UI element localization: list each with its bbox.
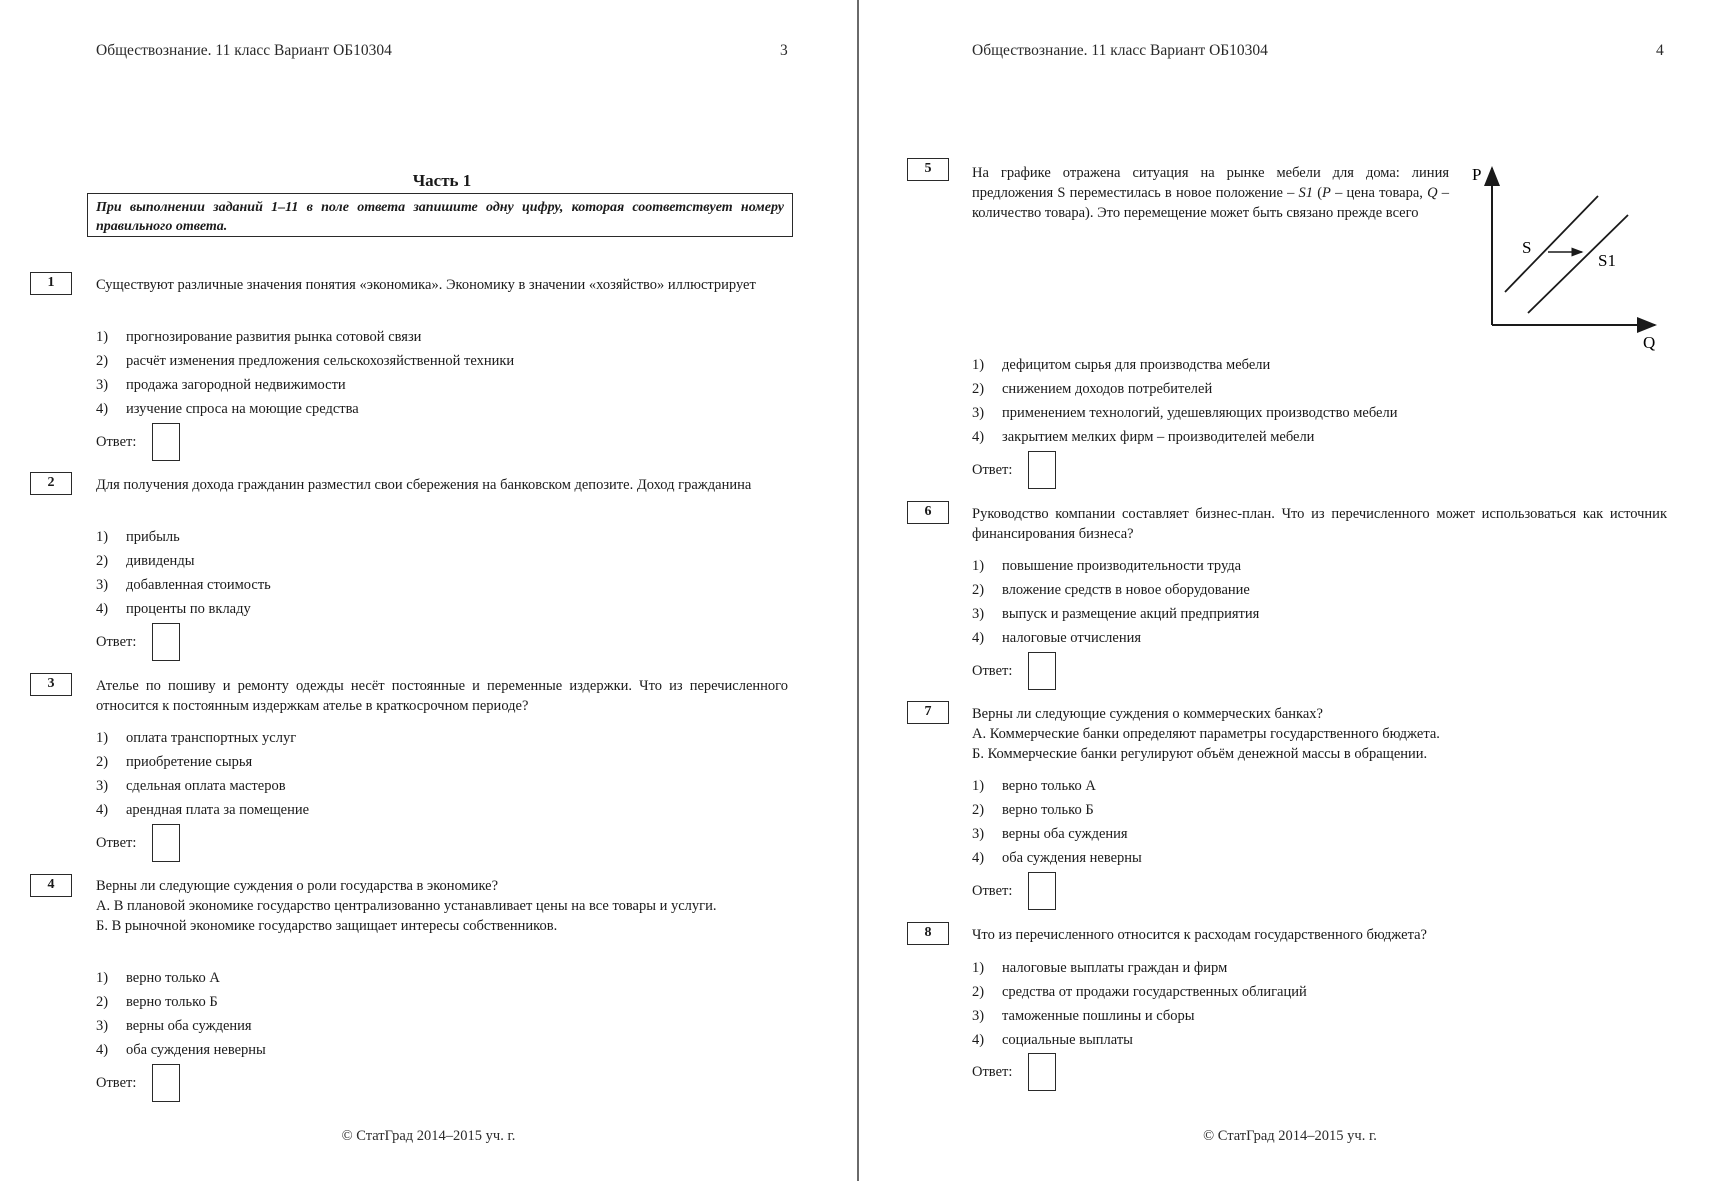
statement-b: Б. Коммерческие банки регулируют объём денежной массы в обращении.: [972, 746, 1428, 762]
question-number-3: 3: [30, 673, 72, 696]
x-axis-label: Q: [1643, 333, 1656, 352]
question-text-5: На графике отражена ситуация на рынке мебели для дома: линия предложения S переместилась в новое положение – S1 (P – цена товара, Q – количество товара). Это перемещение может быть связано прежде всего: [972, 165, 1449, 221]
option[interactable]: 2) дивиденды: [96, 553, 195, 569]
answer-label: Ответ:: [972, 662, 1013, 679]
option[interactable]: 2) снижением доходов потребителей: [972, 381, 1213, 397]
question-text-7: [972, 704, 1667, 764]
page-header-title: Обществознание. 11 класс Вариант ОБ10304: [972, 42, 1268, 59]
question-stem: Верны ли следующие суждения о роли государства в экономике?: [96, 878, 499, 894]
page-number: 4: [1656, 42, 1664, 59]
answer-row-1: [96, 423, 180, 461]
answer-label: Ответ:: [96, 633, 137, 650]
option[interactable]: 4) проценты по вкладу: [96, 601, 251, 617]
answer-row-3: [96, 824, 180, 862]
option[interactable]: 1) прибыль: [96, 529, 180, 545]
answer-label: Ответ:: [972, 461, 1013, 478]
answer-label: Ответ:: [972, 882, 1013, 899]
option[interactable]: 3) таможенные пошлины и сборы: [972, 1008, 1195, 1024]
option[interactable]: 4) налоговые отчисления: [972, 630, 1142, 646]
curve-label-s: S: [1522, 238, 1532, 257]
answer-box-4[interactable]: [152, 1064, 180, 1102]
option[interactable]: 2) верно только Б: [96, 994, 218, 1010]
option[interactable]: 4) оба суждения неверны: [972, 850, 1142, 866]
page-header-title: Обществознание. 11 класс Вариант ОБ10304: [96, 42, 392, 59]
answer-box-3[interactable]: [152, 824, 180, 862]
question-number-1: 1: [30, 272, 72, 295]
option[interactable]: 3) применением технологий, удешевляющих производство мебели: [972, 405, 1398, 421]
statement-b: Б. В рыночной экономике государство защищает интересы собственников.: [96, 918, 558, 934]
answer-row-4: [96, 1064, 180, 1102]
answer-row-2: [96, 623, 180, 661]
answer-row-7: [972, 872, 1056, 910]
question-number-6: 6: [907, 501, 949, 524]
supply-shift-graph: [1460, 160, 1660, 360]
page-footer: © СтатГрад 2014–2015 уч. г.: [341, 1128, 516, 1144]
options-6: [972, 556, 1259, 652]
option[interactable]: 3) верны оба суждения: [972, 826, 1128, 842]
supply-curve-s: [1505, 196, 1598, 292]
part-title: Часть 1: [412, 171, 472, 190]
option[interactable]: 2) средства от продажи государственных облигаций: [972, 984, 1307, 1000]
option[interactable]: 2) вложение средств в новое оборудование: [972, 582, 1250, 598]
option[interactable]: 1) верно только А: [96, 970, 220, 986]
answer-label: Ответ:: [96, 1074, 137, 1091]
options-4: [96, 968, 266, 1064]
answer-box-5[interactable]: [1028, 451, 1056, 489]
option[interactable]: 1) повышение производительности труда: [972, 558, 1242, 574]
answer-box-6[interactable]: [1028, 652, 1056, 690]
options-8: [972, 958, 1307, 1054]
options-3: [96, 728, 309, 824]
option[interactable]: 1) дефицитом сырья для производства мебели: [972, 357, 1271, 373]
answer-label: Ответ:: [972, 1063, 1013, 1080]
option[interactable]: 4) оба суждения неверны: [96, 1042, 266, 1058]
option[interactable]: 3) добавленная стоимость: [96, 577, 271, 593]
option[interactable]: 4) арендная плата за помещение: [96, 802, 310, 818]
statement-a: А. Коммерческие банки определяют параметры государственного бюджета.: [972, 726, 1440, 742]
option[interactable]: 4) социальные выплаты: [972, 1032, 1133, 1048]
question-number-5: 5: [907, 158, 949, 181]
curve-label-s1: S1: [1598, 251, 1616, 270]
option[interactable]: 4) закрытием мелких фирм – производителей мебели: [972, 429, 1315, 445]
question-number-4: 4: [30, 874, 72, 897]
option[interactable]: 1) прогнозирование развития рынка сотовой связи: [96, 329, 422, 345]
option[interactable]: 1) оплата транспортных услуг: [96, 730, 297, 746]
option[interactable]: 4) изучение спроса на моющие средства: [96, 401, 359, 417]
option[interactable]: 3) верны оба суждения: [96, 1018, 252, 1034]
answer-label: Ответ:: [96, 433, 137, 450]
question-number-8: 8: [907, 922, 949, 945]
option[interactable]: 3) выпуск и размещение акций предприятия: [972, 606, 1260, 622]
page-footer: © СтатГрад 2014–2015 уч. г.: [1203, 1128, 1377, 1144]
option[interactable]: 2) приобретение сырья: [96, 754, 253, 770]
option[interactable]: 1) верно только А: [972, 778, 1096, 794]
page-number: 3: [780, 42, 788, 59]
answer-row-6: [972, 652, 1056, 690]
answer-box-7[interactable]: [1028, 872, 1056, 910]
option[interactable]: 2) верно только Б: [972, 802, 1094, 818]
question-text-8: Что из перечисленного относится к расходам государственного бюджета?: [972, 927, 1427, 943]
question-number-2: 2: [30, 472, 72, 495]
left-page: [0, 0, 857, 1181]
answer-row-5: [972, 451, 1056, 489]
options-5: [972, 355, 1397, 451]
question-number-7: 7: [907, 701, 949, 724]
options-7: [972, 776, 1142, 872]
question-text-2: Для получения дохода гражданин разместил свои сбережения на банковском депозите. Доход гражданина: [96, 477, 752, 493]
answer-label: Ответ:: [96, 834, 137, 851]
option[interactable]: 2) расчёт изменения предложения сельскохозяйственной техники: [96, 353, 515, 369]
y-axis-label: P: [1472, 165, 1482, 184]
options-2: [96, 527, 271, 623]
question-text-3: Ателье по пошиву и ремонту одежды несёт постоянные и переменные издержки. Что из перечисленного относится к постоянным издержкам ателье в краткосрочном периоде?: [96, 678, 788, 714]
question-text-6: Руководство компании составляет бизнес-план. Что из перечисленного может использоваться как источник финансирования бизнеса?: [972, 506, 1667, 542]
answer-box-8[interactable]: [1028, 1053, 1056, 1091]
answer-box-1[interactable]: [152, 423, 180, 461]
option[interactable]: 3) продажа загородной недвижимости: [96, 377, 346, 393]
options-1: [96, 327, 514, 423]
question-text-4: [96, 876, 788, 936]
page-divider: [857, 0, 859, 1181]
question-text-1: Существуют различные значения понятия «экономика». Экономику в значении «хозяйство» иллюстрирует: [96, 277, 756, 293]
instruction-box: При выполнении заданий 1–11 в поле ответа запишите одну цифру, которая соответствует номеру правильного ответа.: [87, 193, 793, 237]
option[interactable]: 1) налоговые выплаты граждан и фирм: [972, 960, 1228, 976]
answer-row-8: [972, 1053, 1056, 1091]
answer-box-2[interactable]: [152, 623, 180, 661]
statement-a: А. В плановой экономике государство централизованно устанавливает цены на все товары и услуги.: [96, 898, 717, 914]
question-stem: Верны ли следующие суждения о коммерческих банках?: [972, 706, 1323, 722]
option[interactable]: 3) сдельная оплата мастеров: [96, 778, 286, 794]
